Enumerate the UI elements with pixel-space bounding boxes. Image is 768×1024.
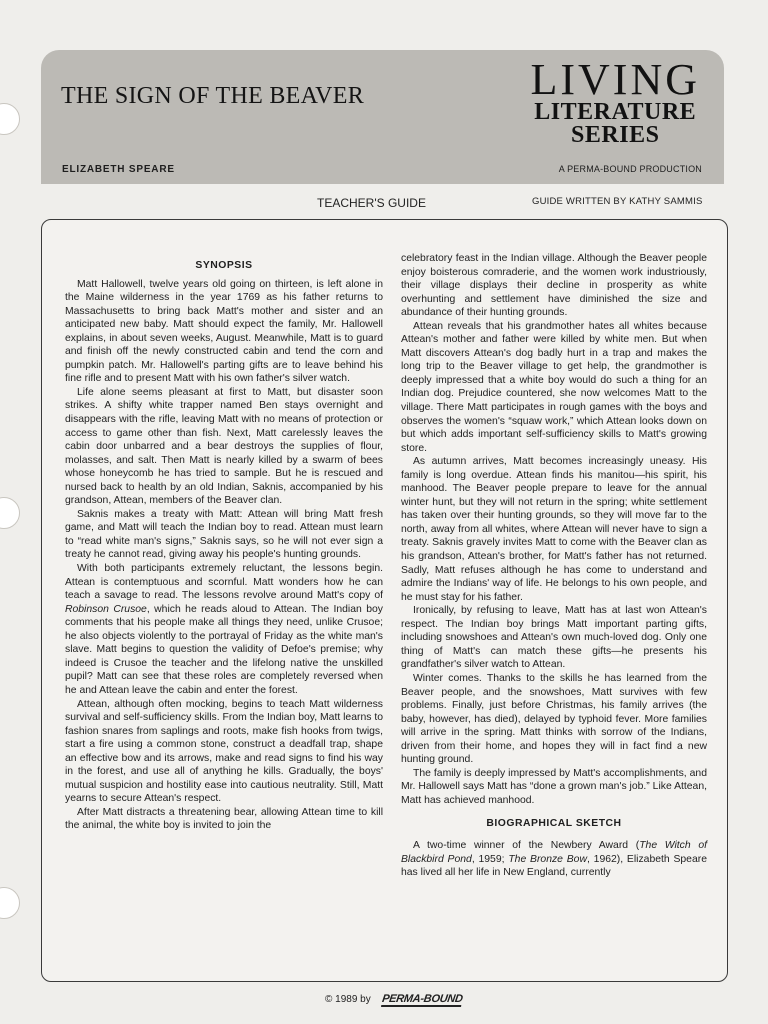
perma-bound-logo: PERMA-BOUND [380, 993, 463, 1005]
synopsis-paragraph: As autumn arrives, Matt becomes increasingly uneasy. His family is long overdue. Attean finds his manitou—his spirit, his manhood. The Beaver people prepare to leave for the annual winter hunt, but they will not return in the spring; white settlement has taken over their hunting grounds, so they will move far to the north, away from all whites, where Attean will never have to sign a treaty. Saknis gravely invites Matt to come with the Beaver clan as his grandson, Attean's brother, for Matt's father has not returned. Sadly, Matt refuses although he has come to understand and admire the Indians' way of life. He belongs to his own people, and he must stay for his father. [401, 456, 707, 603]
bio-book-title: The Witch of Blackbird Pond [401, 839, 707, 865]
bio-text: A two-time winner of the Newbery Award ( [413, 839, 640, 851]
copyright: © 1989 by [325, 994, 371, 1005]
synopsis-heading: SYNOPSIS [195, 260, 253, 271]
bio-book-title: The Bronze Bow [508, 853, 587, 865]
series-logo [530, 55, 700, 148]
title-banner [41, 50, 724, 184]
synopsis-paragraph: Attean, although often mocking, begins to teach Matt wilderness survival and self-sufficiency skills. From the Indian boy, Matt learns to fashion snares from saplings and roots, make fish hooks from twigs, start a fire using a common stone, construct a deadfall trap, shape an effective bow and its arrows, make and read signs to find his way in the forest, and use all of anything he kills. Gradually, the boys' mutual suspicion and hostility ease into cautious neutrality. Still, Matt yearns to secure Attean's respect. [65, 698, 383, 805]
synopsis-paragraph: After Matt distracts a threatening bear, allowing Attean time to kill the animal, the white boy is invited to join the [65, 806, 383, 832]
synopsis-paragraph: celebratory feast in the Indian village. Although the Beaver people enjoy boisterous comraderie, and the women work industriously, their village displays their decline in prosperity as white overhunting and settlement have diminished the size and abundance of their hunting grounds. [401, 253, 707, 319]
guide-author: GUIDE WRITTEN BY KATHY SAMMIS [532, 196, 703, 207]
production-credit: A PERMA-BOUND PRODUCTION [558, 164, 702, 174]
synopsis-paragraph: Saknis makes a treaty with Matt: Attean will bring Matt fresh game, and Matt will teach the Indian boy to read. Attean must learn to “read white man's signs,” Saknis says, so he will not ever sign a treaty he cannot read, giving away his people's hunting grounds. [65, 508, 383, 561]
binder-hole-top [0, 103, 20, 135]
series-line-1: LIVING [530, 55, 700, 104]
left-column [65, 259, 383, 833]
bio-heading: BIOGRAPHICAL SKETCH [486, 818, 622, 830]
synopsis-paragraph: Attean reveals that his grandmother hates all whites because Attean's mother and father were killed by white men. But when Matt discovers Attean's dog badly hurt in a trap and makes the long trip to the Beaver village to get help, the grandmother is deeply impressed that a white boy would do such a thing for an Indian dog. Prejudice countered, she now welcomes Matt to the village. There Matt participates in rough games with the boys and observes the women's “squaw work,” which Attean looks down on but which adds important self-sufficiency skills to Matt's growing store. [401, 320, 707, 454]
synopsis-paragraph: Winter comes. Thanks to the skills he has learned from the Beaver people, and the snowshoes, Matt survives with few problems. Finally, just before Christmas, his family arrives (the baby, however, has died), delayed by typhoid fever. More families will arrive in the spring. Matt thinks with sorrow of the Indians, driven from their home, and hopes they will in fact find a new hunting ground. [401, 672, 707, 766]
synopsis-paragraph: Ironically, by refusing to leave, Matt has at last won Attean's respect. The Indian boy brings Matt important parting gifts, including snowshoes and Attean's own much-loved dog. Only one thing of Matt's can match these gifts—he presents his grandfather's silver watch to Attean. [401, 605, 707, 671]
book-title: THE SIGN OF THE BEAVER [61, 83, 365, 109]
series-line-3: SERIES [571, 122, 660, 148]
series-line-2: LITERATURE [534, 99, 697, 125]
binder-hole-middle [0, 497, 20, 529]
right-column [401, 252, 707, 880]
synopsis-paragraph: Matt Hallowell, twelve years old going on thirteen, is left alone in the Maine wilderness in the year 1769 as his father returns to Massachusetts to bring back Matt's mother and sister and an anticipated new baby. Matt should expect the family, Mr. Hallowell explains, in about seven weeks, August. Meanwhile, Matt is to guard and finish off the newly constructed cabin and tend the corn and pumpkin patch. Mr. Hallowell's parting gifts are to leave behind his fine rifle and to present Matt with his own father's silver watch. [65, 278, 383, 385]
author-name: ELIZABETH SPEARE [62, 164, 175, 175]
bio-paragraph [401, 839, 707, 880]
guide-label: TEACHER'S GUIDE [317, 196, 426, 210]
bio-text: , 1959; [471, 853, 509, 865]
synopsis-paragraph: The family is deeply impressed by Matt's accomplishments, and Mr. Hallowell says Matt has “done a grown man's job.” Like Attean, Matt has achieved manhood. [401, 767, 707, 806]
book-title-reference: Robinson Crusoe [65, 603, 147, 615]
binder-hole-bottom [0, 887, 20, 919]
synopsis-paragraph: Life alone seems pleasant at first to Matt, but disaster soon strikes. A shifty white trapper named Ben stays overnight and disappears with the rifle, leaving Matt with no means of protection or access to game other than fish. Next, Matt carelessly leaves the cabin door unbarred and a bear destroys the supplies of flour, molasses, and salt. Then Matt is nearly killed by a swarm of bees whose honeycomb he has tried to sample. But he is rescued and nursed back to health by an old Indian, Saknis, accompanied by his grandson, Attean, members of the Beaver clan. [65, 386, 383, 507]
bio-text: , 1962), Elizabeth Speare has lived all her life in New England, currently [401, 853, 707, 879]
footer [325, 993, 462, 1007]
synopsis-paragraph: With both participants extremely reluctant, the lessons begin. Attean is contemptuous and scornful. Matt wonders how he can teach a savage to read. The lessons revolve around Matt's copy of Robinson Crusoe, which he reads aloud to Attean. The Indian boy comments that his people make all things they need, unlike Crusoe; he also objects violently to the portrayal of Friday as the white man's slave. Matt begins to question the validity of Defoe's premise; why indeed is Crusoe the teacher and the lifelong native the unskilled pupil? Matt can see that these roles are completely reversed when he and Attean leave the cabin and enter the forest. [65, 563, 383, 696]
